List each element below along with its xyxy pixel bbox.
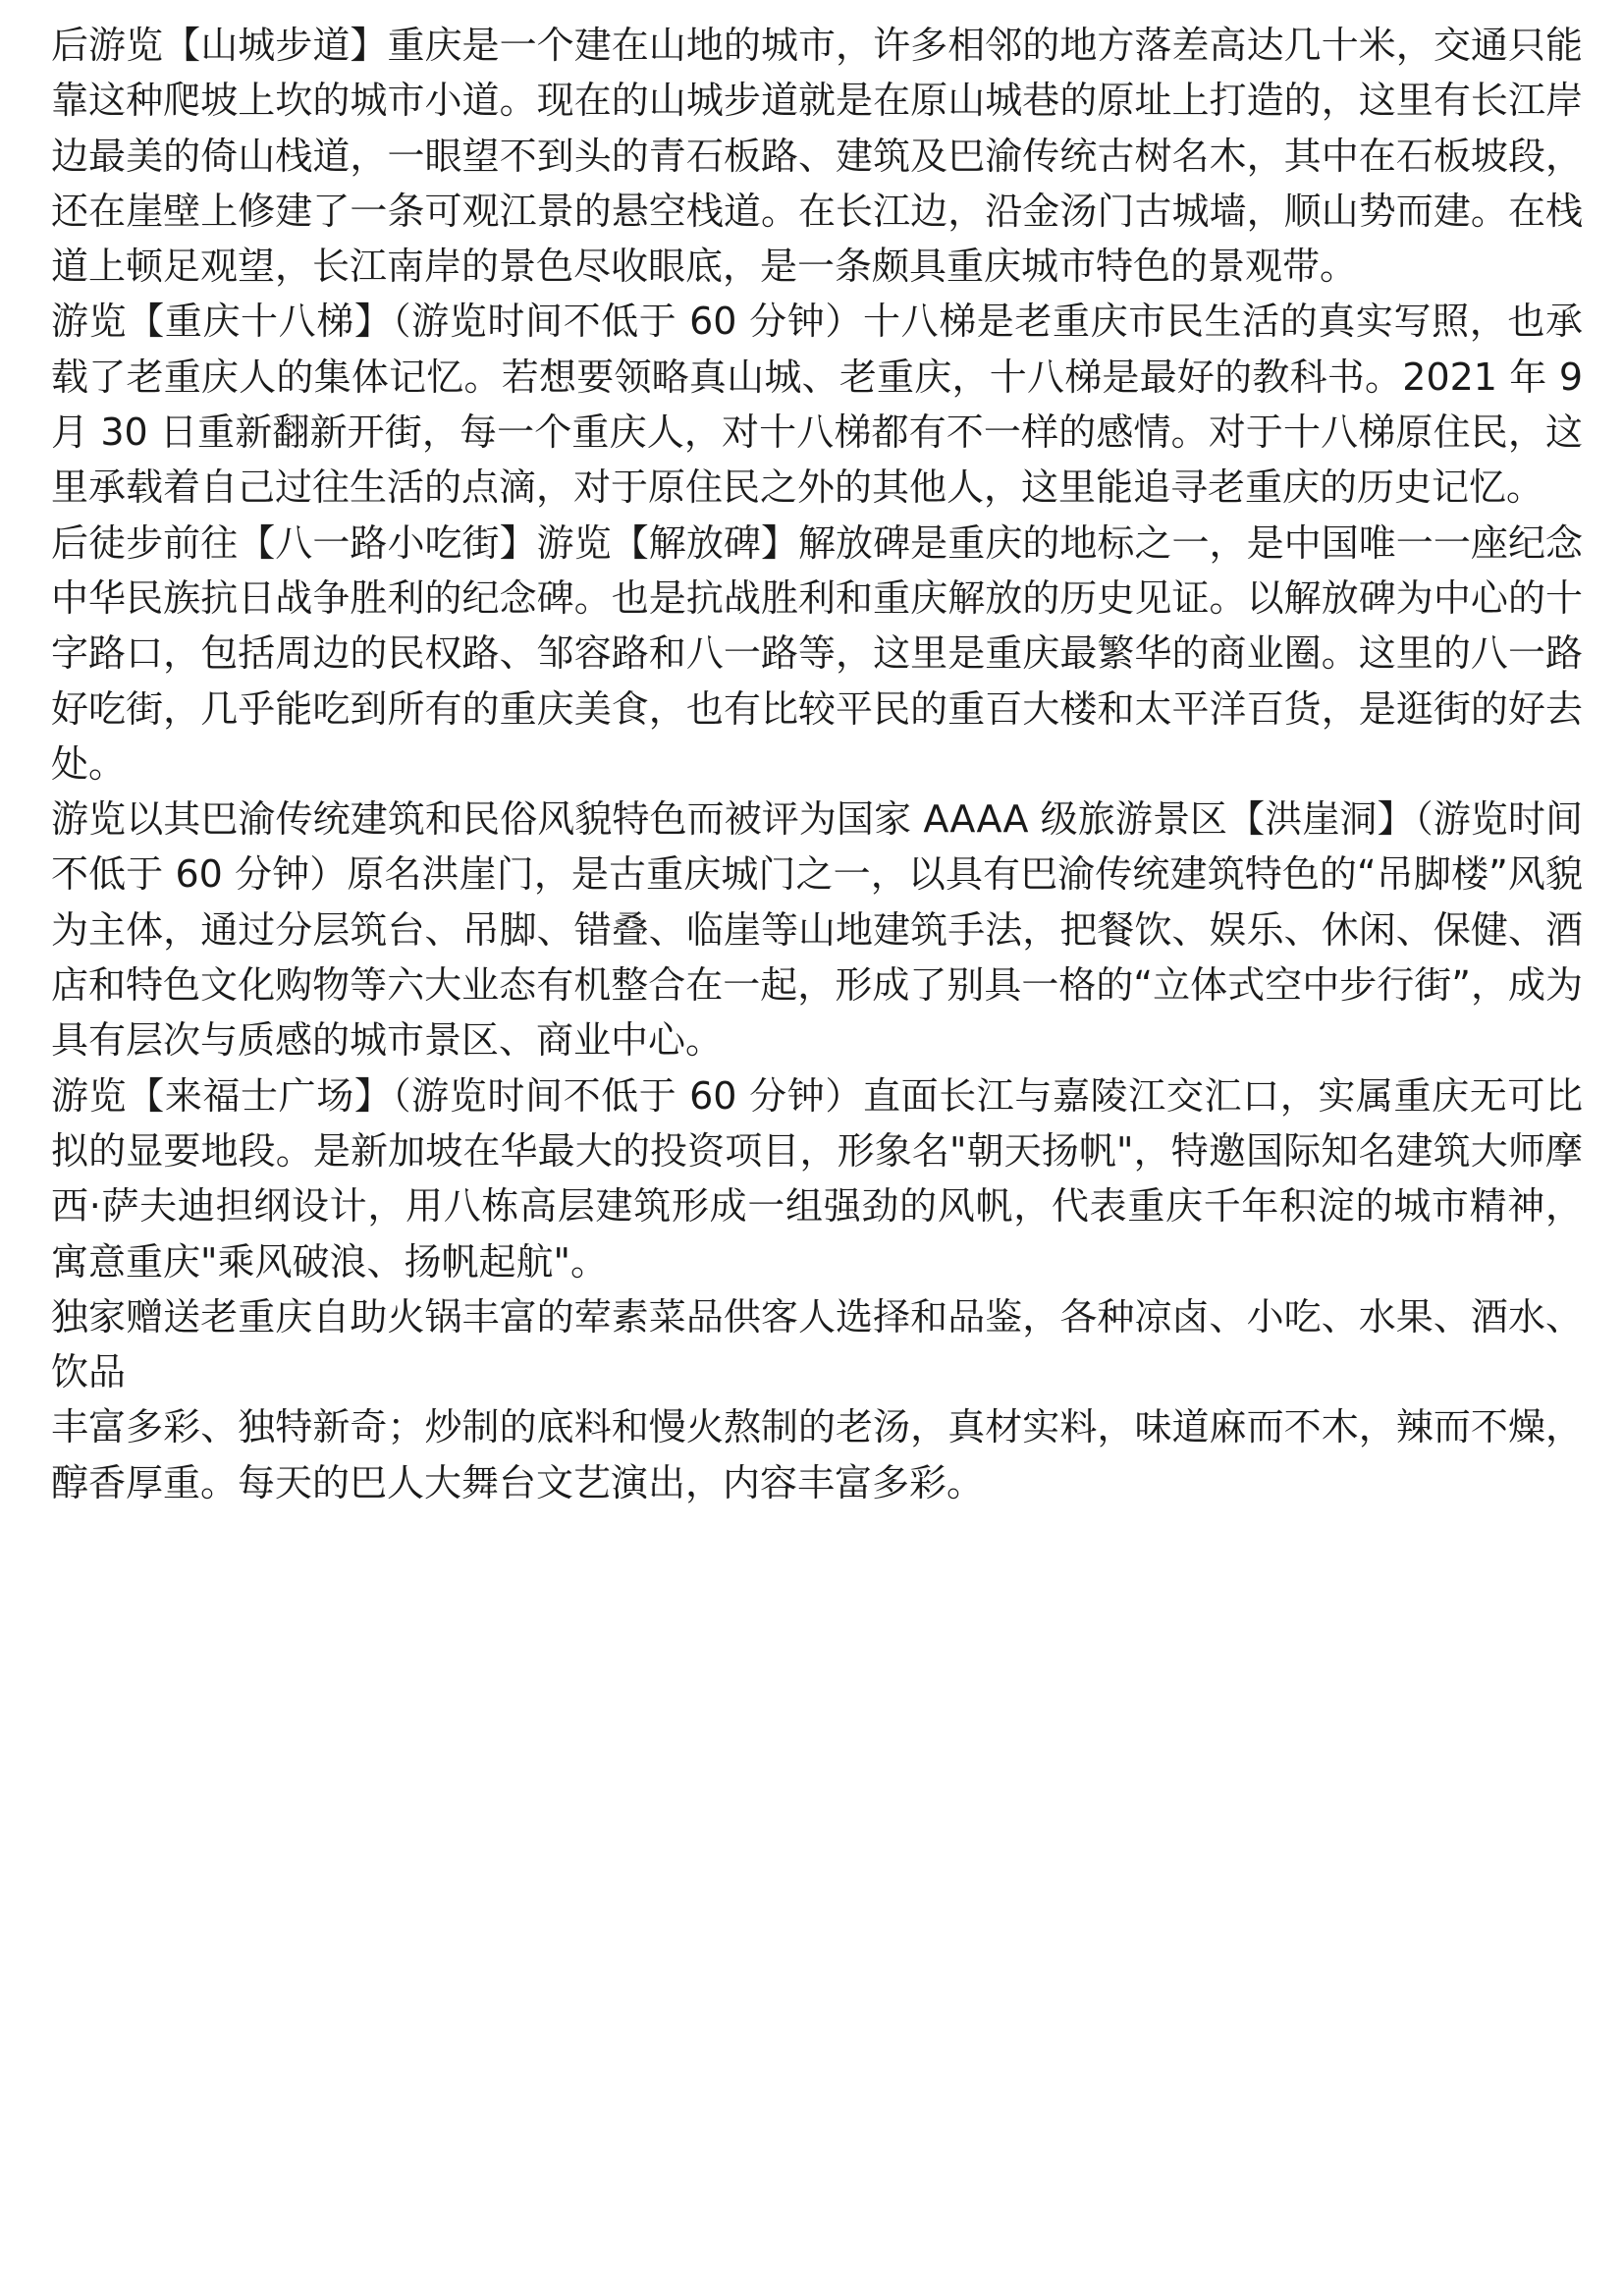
document-body [51,18,1583,1510]
paragraph-raffles-city: 游览【来福士广场】（游览时间不低于 60 分钟）直面长江与嘉陵江交汇口，实属重庆无可比拟的显要地段。是新加坡在华最大的投资项目，形象名"朝天扬帆"，特邀国际知名建筑大师摩西·萨夫迪担纲设计，用八栋高层建筑形成一组强劲的风帆，代表重庆千年积淀的城市精神，寓意重庆"乘风破浪、扬帆起航"。 [51,1073,1583,1284]
paragraph-eighteen-steps: 游览【重庆十八梯】（游览时间不低于 60 分钟）十八梯是老重庆市民生活的真实写照，也承载了老重庆人的集体记忆。若想要领略真山城、老重庆，十八梯是最好的教科书。2021 年 9 月 30 日重新翻新开街，每一个重庆人，对十八梯都有不一样的感情。对于十八梯原住民，这里承载着自己过往生活的点滴，对于原住民之外的其他人，这里能追寻老重庆的历史记忆。 [51,300,1583,510]
paragraph-hotpot-description: 丰富多彩、独特新奇；炒制的底料和慢火熬制的老汤，真材实料，味道麻而不木，辣而不燥，醇香厚重。每天的巴人大舞台文艺演出，内容丰富多彩。 [51,1405,1583,1504]
paragraph-mountain-city-trail: 后游览【山城步道】重庆是一个建在山地的城市，许多相邻的地方落差高达几十米，交通只能靠这种爬坡上坎的城市小道。现在的山城步道就是在原山城巷的原址上打造的，这里有长江岸边最美的倚山栈道，一眼望不到头的青石板路、建筑及巴渝传统古树名木，其中在石板坡段，还在崖壁上修建了一条可观江景的悬空栈道。在长江边，沿金汤门古城墙，顺山势而建。在栈道上顿足观望，长江南岸的景色尽收眼底，是一条颇具重庆城市特色的景观带。 [51,24,1583,289]
paragraph-jiefangbei: 后徒步前往【八一路小吃街】游览【解放碑】解放碑是重庆的地标之一，是中国唯一一座纪念中华民族抗日战争胜利的纪念碑。也是抗战胜利和重庆解放的历史见证。以解放碑为中心的十字路口，包括周边的民权路、邹容路和八一路等，这里是重庆最繁华的商业圈。这里的八一路好吃街，几乎能吃到所有的重庆美食，也有比较平民的重百大楼和太平洋百货，是逛街的好去处。 [51,520,1583,786]
paragraph-hotpot-gift: 独家赠送老重庆自助火锅丰富的荤素菜品供客人选择和品鉴，各种凉卤、小吃、水果、酒水、饮品 [51,1294,1583,1394]
paragraph-hongyadong: 游览以其巴渝传统建筑和民俗风貌特色而被评为国家 AAAA 级旅游景区【洪崖洞】（游览时间不低于 60 分钟）原名洪崖门，是古重庆城门之一，以具有巴渝传统建筑特色的“吊脚楼”风貌为主体，通过分层筑台、吊脚、错叠、临崖等山地建筑手法，把餐饮、娱乐、休闲、保健、酒店和特色文化购物等六大业态有机整合在一起，形成了别具一格的“立体式空中步行街”，成为具有层次与质感的城市景区、商业中心。 [51,797,1583,1063]
